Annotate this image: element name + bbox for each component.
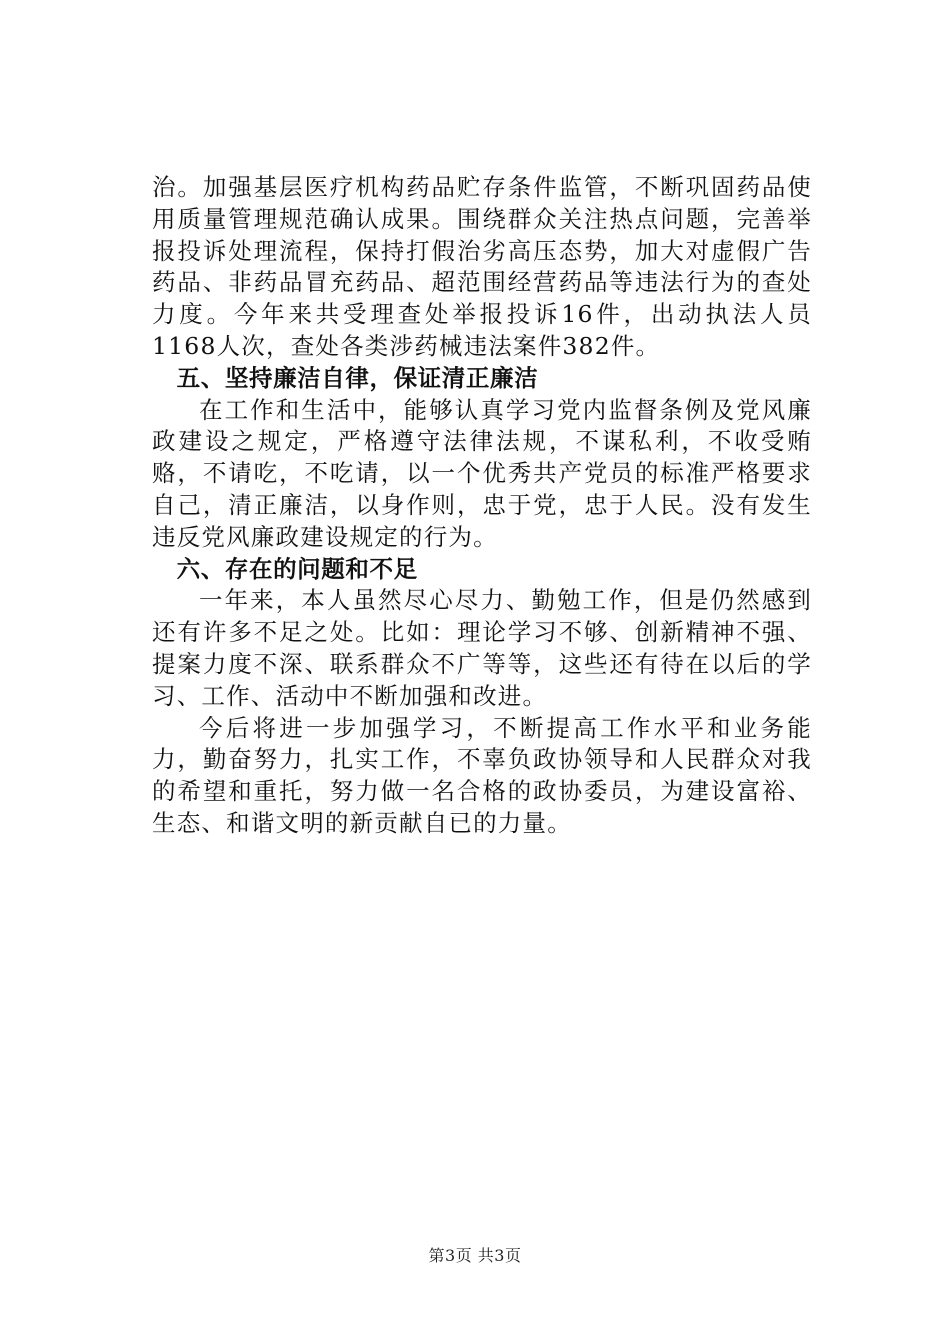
- paragraph-integrity: 在工作和生活中，能够认真学习党内监督条例及党风廉政建设之规定，严格遵守法律法规，不谋私利，不收受贿赂，不请吃，不吃请，以一个优秀共产党员的标准严格要求自己，清正廉洁，以身作则，忠于党，忠于人民。没有发生违反党风廉政建设规定的行为。: [152, 395, 812, 551]
- document-body: [152, 172, 812, 840]
- paragraph-shortcomings: 一年来，本人虽然尽心尽力、勤勉工作，但是仍然感到还有许多不足之处。比如：理论学习不够、创新精神不强、提案力度不深、联系群众不广等等，这些还有待在以后的学习、工作、活动中不断加强和改进。: [152, 586, 812, 710]
- page-number-footer: 第3页 共3页: [428, 1246, 522, 1265]
- section-heading-five: 五、坚持廉洁自律，保证清正廉洁: [176, 363, 539, 392]
- section-heading-six: 六、存在的问题和不足: [176, 554, 418, 583]
- paragraph-future-plan: 今后将进一步加强学习，不断提高工作水平和业务能力，勤奋努力，扎实工作，不辜负政协领导和人民群众对我的希望和重托，努力做一名合格的政协委员，为建设富裕、生态、和谐文明的新贡献自已的力量。: [152, 713, 812, 837]
- paragraph-continuation: 治。加强基层医疗机构药品贮存条件监管，不断巩固药品使用质量管理规范确认成果。围绕群众关注热点问题，完善举报投诉处理流程，保持打假治劣高压态势，加大对虚假广告药品、非药品冒充药品、超范围经营药品等违法行为的查处力度。今年来共受理查处举报投诉16件，出动执法人员1168人次，查处各类涉药械违法案件382件。: [152, 173, 812, 360]
